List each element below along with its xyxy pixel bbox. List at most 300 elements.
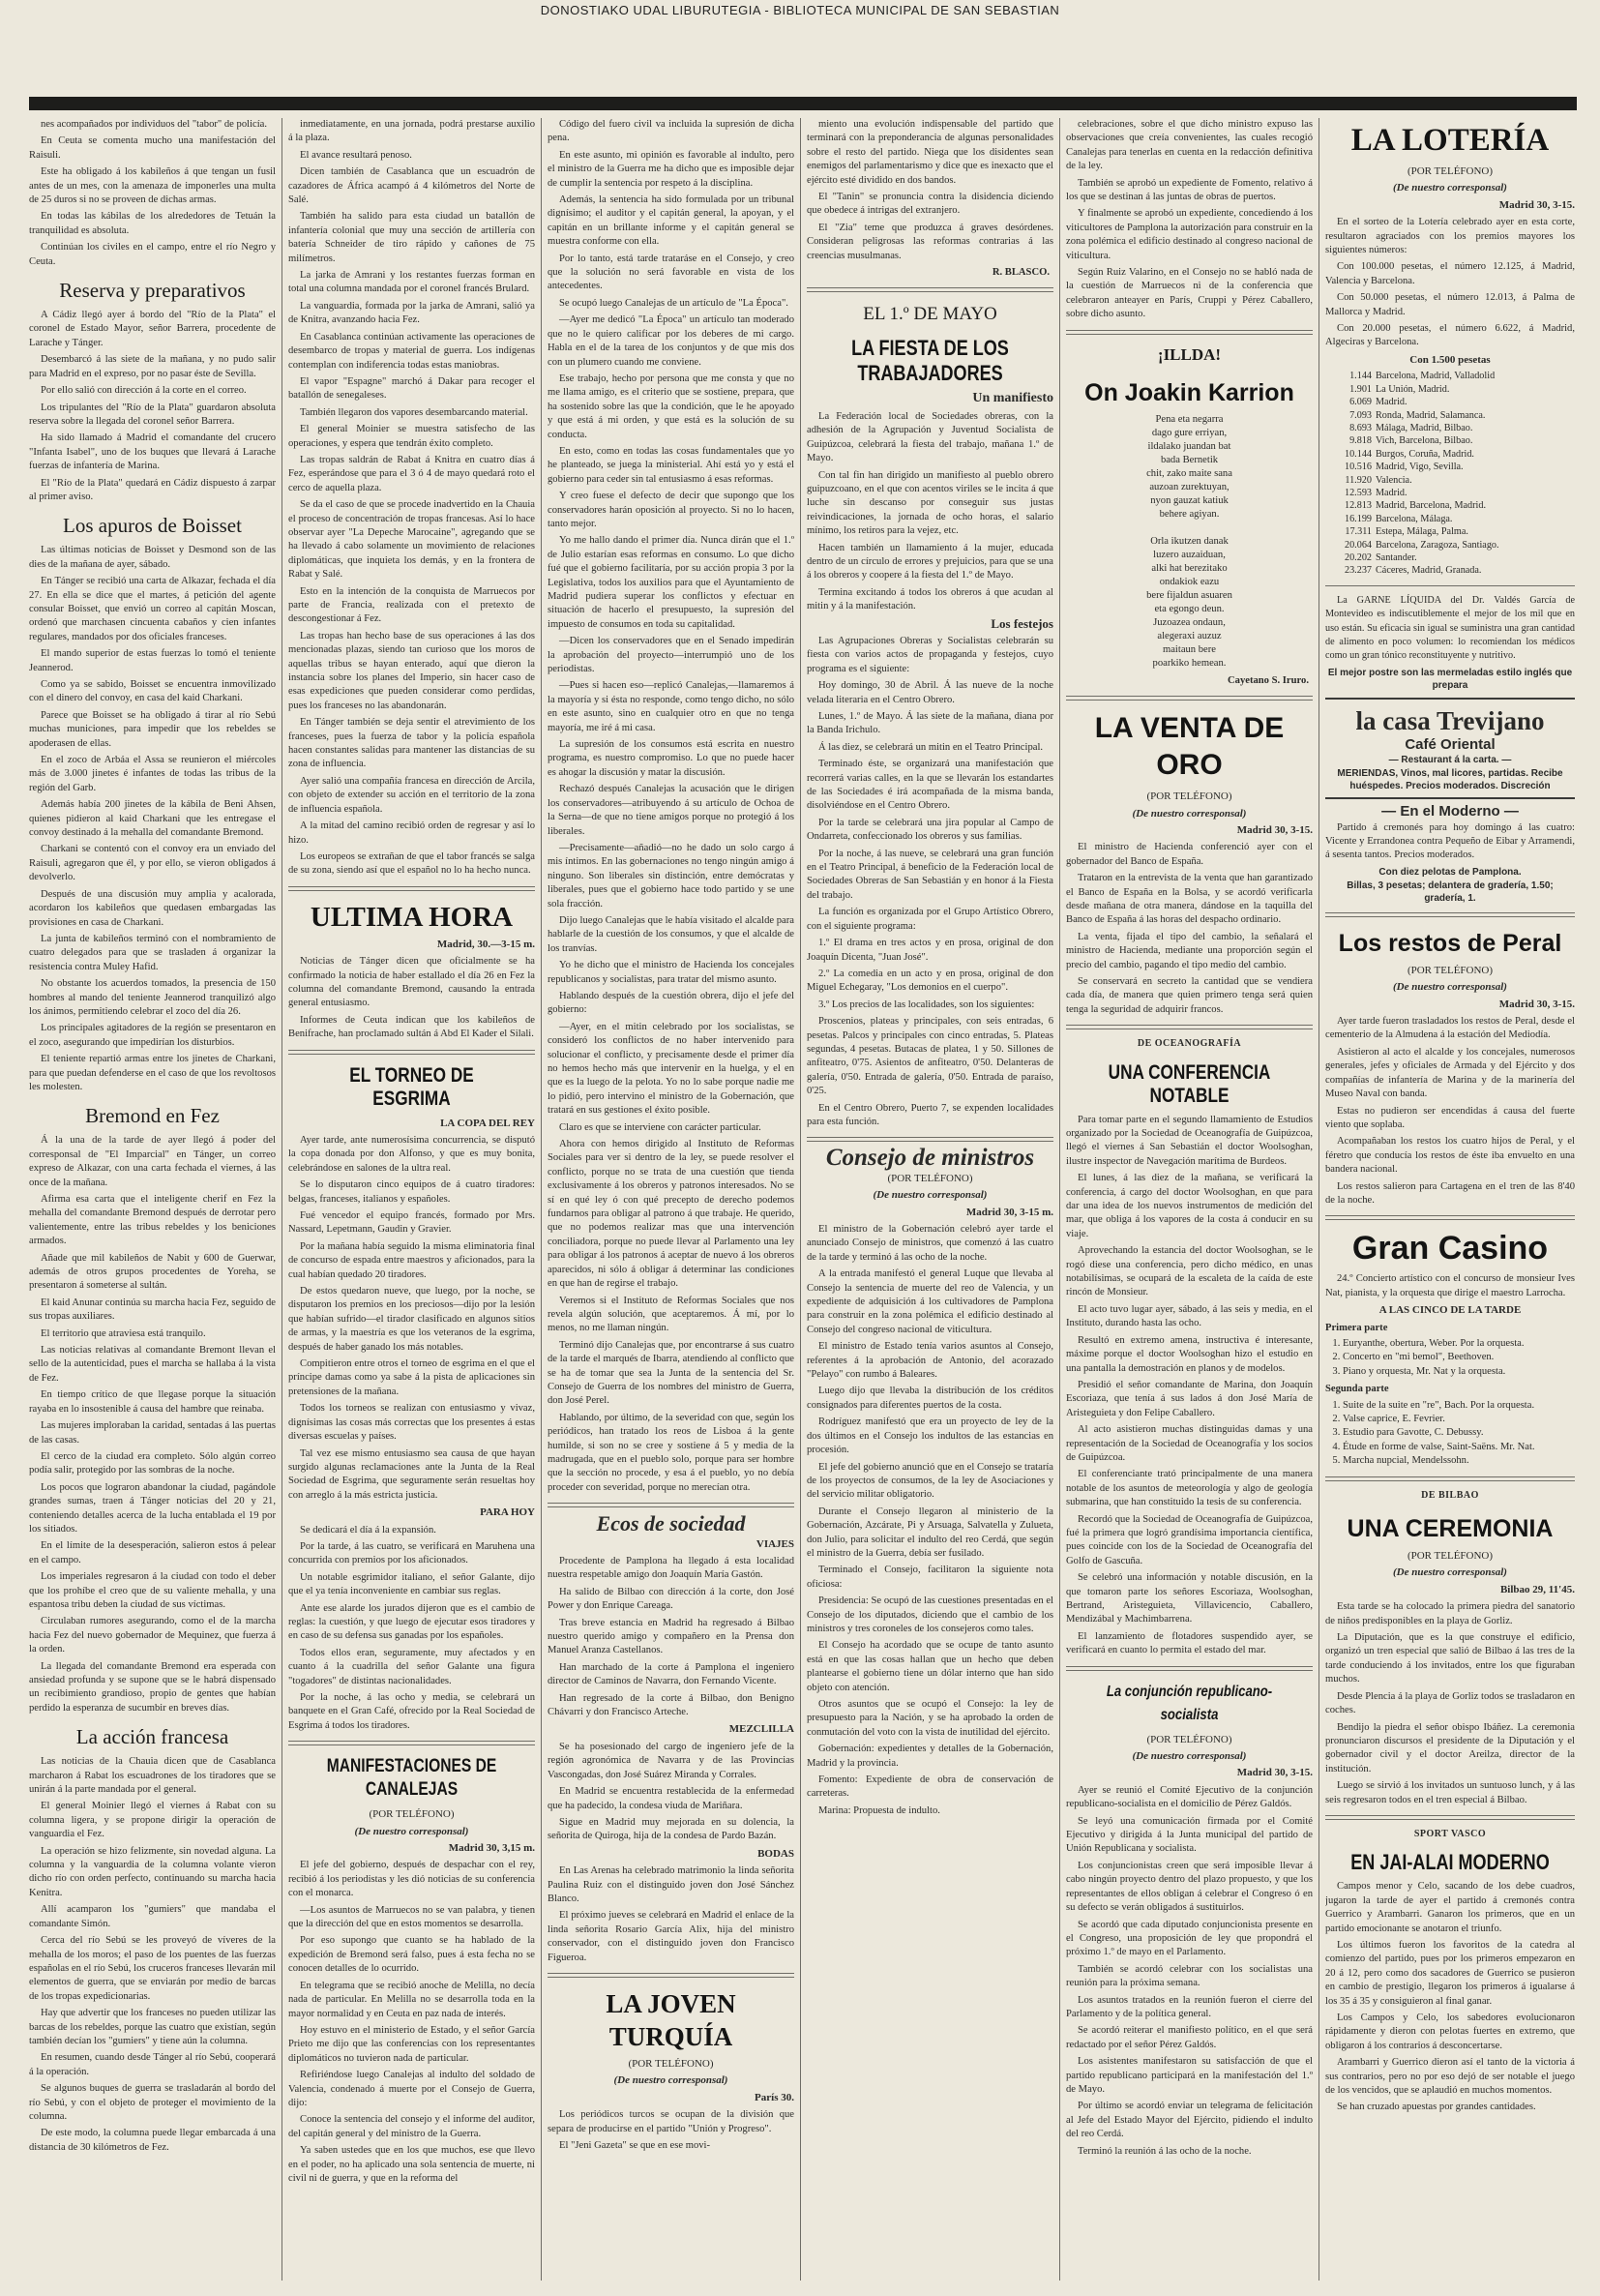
section-rule	[1325, 1215, 1575, 1220]
lottery-places: Santander.	[1376, 552, 1417, 563]
dateline: Madrid 30, 3-15.	[1236, 823, 1313, 836]
byline: (POR TELÉFONO)	[369, 1808, 455, 1821]
paragraph: Se leyó una comunicación firmada por el Comité Ejecutivo y dirigida á la Junta municipal del partido de Unión Republicana y socialista.	[1066, 1815, 1313, 1855]
paragraph: En Madrid se encuentra restablecida de la enfermedad que ha padecido, la condesa viuda de Mariñara.	[548, 1786, 794, 1811]
section-rule	[1066, 330, 1313, 335]
headline-primero-mayo: EL 1.º DE MAYO	[863, 304, 997, 325]
paragraph: Lunes, 1.º de Mayo. Á las siete de la mañana, diana por la Banda Irichulo.	[807, 711, 1053, 736]
kicker: SPORT VASCO	[1413, 1828, 1487, 1839]
paragraph: Cerca del río Sebú se les proveyó de víveres de la mehalla de los moros; el paso de los puentes de las fuerzas españolas en el río Sebú, los cruceros franceses llevarán mil elementos de guerra, que se enviarán por medio de barcas de los tropas expedicionarias.	[29, 1935, 276, 2002]
headline-karrion: On Joakin Karrion	[1084, 378, 1294, 406]
headline-conjuncion: La conjunción republicano-socialista	[1106, 1683, 1273, 1723]
paragraph: Añade que mil kabileños de Nabit y 600 de Guerwar, además de otros grupos procedentes de Yoreha, se presentaron á someterse al sultán.	[29, 1252, 276, 1292]
subhead: BODAS	[757, 1847, 794, 1860]
paragraph: Arambarri y Guerrico dieron así el tanto de la victoria á sus contrarios, pero no por eso dejó de ser notable el juego de los vencidos, que se aplaudió en muchos momentos.	[1325, 2057, 1575, 2097]
byline: (De nuestro corresponsal)	[1132, 1750, 1247, 1763]
paragraph: Recordó que la Sociedad de Oceanografía de Guipúzcoa, fué la primera que logró grandísima importancia científica, pues coincide con los de la Sociedad de Oceanografía del Golfo de Gascuña.	[1066, 1513, 1313, 1566]
program-item: 4. Étude en forme de valse, Saint-Saëns. Mr. Nat.	[1343, 1441, 1575, 1454]
headline-ceremonia: UNA CEREMONIA	[1347, 1515, 1554, 1543]
byline: (De nuestro corresponsal)	[1393, 981, 1507, 994]
dateline: Madrid 30, 3-15.	[1498, 998, 1575, 1010]
byline: (De nuestro corresponsal)	[354, 1825, 469, 1837]
paragraph: Rodríguez manifestó que era un proyecto de ley de la dos últimos en el Consejo los indultos de las estancias en procesión.	[807, 1416, 1053, 1456]
paragraph: Los restos salieron para Cartagena en el tren de las 8'40 de la noche.	[1325, 1180, 1575, 1206]
program-item: 1. Suite de la suite en "re", Bach. Por la orquesta.	[1343, 1399, 1575, 1413]
paragraph: Se algunos buques de guerra se trasladarán al bordo del río Sebú, y con el objeto de proteger el movimiento de la columna.	[29, 2083, 276, 2122]
paragraph: El ministro de la Gobernación celebró ayer tarde el anunciado Consejo de ministros, que comenzó á las cuatro de la tarde y terminó á las ocho de la noche.	[807, 1224, 1053, 1263]
paragraph: Gobernación: expedientes y detalles de la Gobernación, Madrid y la provincia.	[807, 1744, 1053, 1769]
paragraph: El ministro de Hacienda conferenció ayer con el gobernador del Banco de España.	[1066, 842, 1313, 867]
lottery-row	[1325, 499, 1575, 512]
section-rule	[1325, 1815, 1575, 1820]
section-rule	[807, 287, 1053, 292]
paragraph: Además había 200 jinetes de la kábila de Beni Ahsen, quienes pidieron al kaid Charkani que les entregase el convoy destinado á la mehalla del comandante Bremond.	[29, 799, 276, 839]
advert-restaurant: — Restaurant á la carta. —	[1388, 755, 1512, 766]
lottery-row	[1325, 461, 1575, 473]
dateline: Madrid, 30.—3-15 m.	[436, 938, 535, 950]
paragraph: Presidencia: Se ocupó de las cuestiones presentadas en el Consejo de los diputados, diciendo que el cambio de los ministros y tres coroneles de los consejeros como tales.	[807, 1595, 1053, 1634]
paragraph: El lunes, á las diez de la mañana, se verificará la conferencia, á cargo del doctor Woolsoghan, en que para dar una idea de los nuevos instrumentos de medición del mar, que obliga á los vapores de la costa á conducir en su viaje.	[1066, 1173, 1313, 1239]
paragraph: El general Moinier llegó el viernes á Rabat con su columna ligera, y se propone dirigir la operación de vanguardia el Fez.	[29, 1801, 276, 1840]
lottery-number: 1.144	[1349, 371, 1372, 382]
paragraph: Á la una de la tarde de ayer llegó á poder del corresponsal de "El Imparcial" en Tánger, un correo expreso de Alkazar, con una carta fechada el viernes, á las once de la mañana.	[29, 1135, 276, 1188]
lottery-row	[1325, 422, 1575, 434]
paragraph: El "Río de la Plata" quedará en Cádiz dispuesto á zarpar al primer aviso.	[29, 477, 276, 502]
headline-jai-alai: EN JAI-ALAI MODERNO	[1350, 1850, 1550, 1875]
paragraph: Ha sido llamado á Madrid el comandante del crucero "Infanta Isabel", uno de los buques que llevará á Larache fuerzas de infantería de Marina.	[29, 432, 276, 472]
section-rule	[548, 1503, 794, 1507]
lottery-row	[1325, 434, 1575, 447]
paragraph: De estos quedaron nueve, que luego, por la noche, se disputaron los premios en los preciosos—dijo por la lesión que habían sufrido—el tirador clasificado en algunos sitios de armas, y la maestría es que los veteranos de la esgrima, después de haber ganado los más notables.	[288, 1286, 535, 1353]
lottery-number: 7.093	[1349, 409, 1372, 421]
program-item: 2. Concerto en "mi bemol", Beethoven.	[1343, 1351, 1575, 1364]
paragraph: Por la noche, á las nueve, se celebrará una gran función en el Teatro Principal, á beneficio de la Federación local de Sociedades Obreras de San Sebastián y en honor á la Fiesta del trabajo.	[807, 848, 1053, 901]
program-part: Segunda parte	[1325, 1384, 1389, 1395]
paragraph: El jefe del gobierno anunció que en el Consejo se trataría de los proyectos de consumos, de la ley de Asociaciones y del servicio militar obligatorio.	[807, 1461, 1053, 1501]
lottery-row	[1325, 552, 1575, 564]
paragraph: Rechazó después Canalejas la acusación que le dirigen los conservadores—atribuyendo á su artículo de Ochoa de la Serna—de que no tiene amigos porque no protegió á los liberales.	[548, 784, 794, 837]
lottery-places: Madrid.	[1376, 487, 1407, 498]
paragraph: Después de una discusión muy amplia y acalorada, acordaron los kabileños que quedasen embargadas las provisiones en casa de Charkani.	[29, 888, 276, 928]
paragraph: Se conservará en secreto la cantidad que se vendiera cada día, de manera que quien primero tenga será quien tenga la seguridad de adquirir francos.	[1066, 975, 1313, 1015]
column-divider	[281, 118, 282, 2281]
program-part: Primera parte	[1325, 1322, 1388, 1333]
lottery-row	[1325, 409, 1575, 422]
paragraph: Ayer tarde fueron trasladados los restos de Peral, desde el cementerio de la Almudena á la estación del Mediodía.	[1325, 1016, 1575, 1041]
dateline: Madrid 30, 3,15 m.	[448, 1842, 535, 1855]
paragraph: Este ha obligado á los kabileños á que tengan un fusil antes de un mes, con la amenaza de imponerles una multa de 25 duros si no se proveen de dichas armas.	[29, 166, 276, 206]
paragraph: El conferenciante trató principalmente de una manera notable de los asuntos de meteorología y algo de geología submarina, que han constituido la tesis de su conferencia.	[1066, 1469, 1313, 1508]
paragraph: Por eso supongo que cuanto se ha hablado de la expedición de Bremond será falso, pues á esta fecha no se conocen detalles de lo ocurrido.	[288, 1935, 535, 1975]
paragraph: Las Agrupaciones Obreras y Socialistas celebrarán su fiesta con varios actos de propaganda y festejos, cuyo programa es el siguiente:	[807, 635, 1053, 674]
paragraph: 3.º Los precios de las localidades, son los siguientes:	[818, 999, 1035, 1010]
paragraph: Compitieron entre otros el torneo de esgrima en el que el príncipe damas como ya sabe á la pista de aplicaciones sin pretensiones de la mañana.	[288, 1358, 535, 1397]
paragraph: Los principales agitadores de la región se presentaron en el zoco, asegurando que impedirían los disturbios.	[29, 1023, 276, 1048]
lottery-row	[1325, 564, 1575, 577]
paragraph: La Federación local de Sociedades obreras, con la adhesión de la Agrupación y Juventud Socialista de Guipúzcoa, celebrará la fiesta del trabajo, mañana 1.º de Mayo.	[807, 410, 1053, 464]
lottery-row	[1325, 448, 1575, 461]
section-rule	[288, 886, 535, 891]
dateline: Madrid 30, 3-15.	[1498, 198, 1575, 211]
paragraph: En resumen, cuando desde Tánger al río Sebú, cooperará á la operación.	[29, 2052, 276, 2077]
paragraph: En esto, como en todas las cosas fundamentales que yo he planteado, se juega la ministerial. Ahí está yo y está el gobierno para ceder sin tal entusiasmo á esas reformas.	[548, 445, 794, 485]
lottery-row	[1325, 539, 1575, 552]
headline-ecos-sociedad: Ecos de sociedad	[596, 1511, 746, 1536]
paragraph: Como ya se sabido, Boisset se encuentra inmovilizado con el dinero del convoy, en casa del kaid Charkani.	[29, 679, 276, 704]
paragraph: Luego se sirvió á los invitados un suntuoso lunch, y á las seis regresaron todos en el tren especial á Bilbao.	[1325, 1780, 1575, 1805]
paragraph: En este asunto, mi opinión es favorable al indulto, pero el ministro de la Guerra me ha dicho que es imposible dejar de cumplir la sentencia por respeto á la disciplina.	[548, 149, 794, 189]
lottery-number: 8.693	[1349, 422, 1372, 433]
subhead: MEZCLILLA	[728, 1723, 794, 1736]
lottery-places: La Unión, Madrid.	[1376, 383, 1450, 395]
paragraph: Desde Plencia á la playa de Gorliz todos se trasladaron en coches.	[1325, 1690, 1575, 1716]
program-list	[1343, 1399, 1575, 1469]
subhead: LA COPA DEL REY	[440, 1117, 535, 1129]
paragraph: —Ayer me dedicó "La Época" un artículo tan moderado que no le quiero calificar por los deberes de mi cargo. Habla en el de la tarea de los conjuntos y de que mis dos con un plumero cuando me conviene.	[548, 314, 794, 368]
paragraph: Hoy domingo, 30 de Abril. Á las nueve de la noche velada literaria en el Centro Obrero.	[807, 680, 1053, 705]
paragraph: El "Tanin" se pronuncia contra la disidencia diciendo que obedece á intrigas del extranjero.	[807, 192, 1053, 217]
paragraph: El vapor "Espagne" marchó á Dakar para recoger el batallón de senegaleses.	[288, 375, 535, 402]
paragraph: Sigue en Madrid muy mejorada en su dolencia, la señorita de Quiroga, hija de la condesa de Pardo Bazán.	[548, 1816, 794, 1842]
paragraph: Á las diez, se celebrará un mitin en el Teatro Principal.	[818, 741, 1044, 753]
headline-manifestaciones-canalejas: MANIFESTACIONES DE CANALEJAS	[326, 1756, 497, 1801]
advert-cafe: Café Oriental	[1405, 735, 1496, 753]
program-list	[1343, 1337, 1575, 1379]
section-rule	[1325, 912, 1575, 917]
headline-accion-francesa: La acción francesa	[75, 1725, 229, 1749]
lottery-places: Vich, Barcelona, Bilbao.	[1376, 435, 1473, 447]
paragraph: El lanzamiento de flotadores suspendido ayer, se verificará en cuanto lo permita el estado del mar.	[1066, 1630, 1313, 1656]
paragraph: —Dicen los conservadores que en el Senado impedirán la aprobación del proyecto—interrumpió uno de los periodistas.	[548, 636, 794, 675]
paragraph: Según Ruiz Valarino, en el Consejo no se habló nada de la cuestión de Marruecos ni de la conferencia que celebraron anteayer en París, Cruppi y Pérez Caballero, sobre dicho asunto.	[1066, 267, 1313, 320]
paragraph: Ayer se reunió el Comité Ejecutivo de la conjunción republicano-socialista en el domicilio de Pérez Galdós.	[1066, 1784, 1313, 1810]
paragraph: Estas no pudieron ser encendidas á causa del fuerte viento que soplaba.	[1325, 1105, 1575, 1130]
paragraph: Tal vez ese mismo entusiasmo sea causa de que hayan surgido algunas reclamaciones ante la Junta de la Real Sociedad de Esgrima, que seguramente serán resueltas hoy con arreglo á la más estricta justicia.	[288, 1447, 535, 1501]
program-item: 3. Piano y orquesta, Mr. Nat y la orquesta.	[1343, 1365, 1575, 1379]
paragraph: Hacen también un llamamiento á la mujer, educada dentro de un círculo de errores y prejuicios, para que se una á los obreros y coopere á la fiesta del 1.º de Mayo.	[807, 542, 1053, 581]
paragraph: Noticias de Tánger dicen que oficialmente se ha confirmado la noticia de haber estallado el día 26 en Fez la columna del comandante Bremond, causando la entrada general entusiasmo.	[288, 956, 535, 1009]
byline: (POR TELÉFONO)	[1407, 1550, 1494, 1563]
paragraph: En Casablanca continúan activamente las operaciones de desembarco de tropas y material de guerra. Los indígenas contemplan con indiferencia todas estas maniobras.	[288, 331, 535, 371]
paragraph: Bendijo la piedra el señor obispo Ibáñez. La ceremonia pronunciaron discursos el presidente de la Diputación y el gobernador civil y el doctor Areilza, director de la institución.	[1325, 1721, 1575, 1774]
dateline: París 30.	[755, 2091, 794, 2103]
paragraph: miento una evolución indispensable del partido que terminará con la preponderancia de algunas personalidades sobre el resto del partido. Niega que los disidentes sean enemigos del parlamentarismo y dice que es inexacto que el ejército esté dividido en dos bandos.	[807, 119, 1053, 186]
paragraph: El Consejo ha acordado que se ocupe de tanto asunto está en que las cosas hallan que un hecho que deben plantearse el gobierno tiene un dólar interno que han sido objeto con atención.	[807, 1640, 1053, 1693]
paragraph: También se aprobó un expediente de Fomento, relativo á los que se destinan á las juntas de obras de puertos.	[1066, 177, 1313, 203]
kicker: DE OCEANOGRAFÍA	[1137, 1038, 1242, 1050]
paragraph: Los europeos se extrañan de que el tabor francés se salga de su zona, siendo así que el español no lo ha hecho nunca.	[288, 850, 535, 877]
byline: (De nuestro corresponsal)	[613, 2074, 728, 2087]
paragraph: Los pocos que lograron abandonar la ciudad, pagándole grandes sumas, traen á Tánger noticias del 20 y 21, conteniendo detalles acerca de la lucha entablada el 19 por los sitiados.	[29, 1481, 276, 1535]
paragraph: Las tropas han hecho base de sus operaciones á las dos mencionadas plazas, siendo tan curioso que los moros de aquellas tribus se hayan enterado, aquí que dieron la instancia sobre los planes del Imperio, sin hacer caso de esas expediciones que pueden considerar como perdidas, pues los franceses no las abandonarán.	[288, 630, 535, 711]
paragraph: Con 50.000 pesetas, el número 12.013, á Palma de Mallorca y Madrid.	[1325, 292, 1575, 317]
paragraph: También ha salido para esta ciudad un batallón de infantería colonial que muy una sección de artillería con batería Schneider de tiro rápido y cañones de 75 milímetros.	[288, 211, 535, 264]
paragraph: Se celebró una información y notable discusión, en la que tomaron parte los señores Escoriaza, Woolsoghan, Bertrand, Aristeguieta, Villavicencio, Caballero, Mendizábal y Machimbarrena.	[1066, 1572, 1313, 1625]
byline: (De nuestro corresponsal)	[1132, 807, 1247, 820]
headline-venta-oro: LA VENTA DE ORO	[1094, 712, 1285, 782]
paragraph: Termina excitando á todos los obreros á que acudan al mitin y á la manifestación.	[807, 586, 1053, 612]
paragraph: En Ceuta se comenta mucho una manifestación del Raisuli.	[29, 135, 276, 161]
section-rule	[1066, 1025, 1313, 1029]
paragraph: Desembarcó á las siete de la mañana, y no pudo salir para Madrid en el expreso, por no pasar éste de Sevilla.	[29, 354, 276, 379]
paragraph: Los conjuncionistas creen que será imposible llevar á cabo ningún proyecto dentro del plazo propuesto, y que los representantes de ellos obligan á celebrar el Congreso ó en su defecto se verán obligados á sustituirlos.	[1066, 1860, 1313, 1914]
byline: (De nuestro corresponsal)	[1393, 1566, 1507, 1579]
paragraph: Con 20.000 pesetas, el número 6.622, á Madrid, Algeciras y Barcelona.	[1325, 323, 1575, 348]
paragraph: Por la tarde se celebrará una jira popular al Campo de Ondarreta, confeccionado los obreros y sus familias.	[807, 817, 1053, 843]
masthead-rule	[29, 97, 1577, 110]
paragraph: —Precisamente—añadió—no he dado un solo cargo á mis íntimos. En las gobernaciones no tengo ningún amigo á ninguno. Son liberales sin distinción, entre demócratas y liberales, pues que el gobierno hace todo partido y se une sola fracción.	[548, 842, 794, 909]
dateline: Madrid 30, 3-15.	[1236, 1767, 1313, 1779]
advert-line: Con diez pelotas de Pamplona.	[1378, 866, 1522, 878]
paragraph: Ya saben ustedes que en los que muchos, ese que llevo en el poder, no ha aplicado una sola sentencia de muerte, ni civil ni de guerra, y que en la reforma del	[288, 2145, 535, 2184]
paragraph: Con tal fin han dirigido un manifiesto al pueblo obrero guipuzcoano, en el que con acentos viriles se le incita á que luche sin descanso por conseguir sus justas reivindicaciones, la jornada de ocho horas, el salario mínimo, los retiros para la vejez, etc.	[807, 469, 1053, 537]
paragraph: Terminado el Consejo, facilitaron la siguiente nota oficiosa:	[807, 1565, 1053, 1590]
paragraph: Parece que Boisset se ha obligado á tirar al río Sebú muchas municiones, para impedir que los rebeldes se apoderasen de ellas.	[29, 709, 276, 749]
paragraph: El teniente repartió armas entre los jinetes de Charkani, para que puedan defenderse en el caso de que los revoltosos les molesten.	[29, 1054, 276, 1092]
paragraph: Allí acamparon los "gumiers" que mandaba el comandante Simón.	[29, 1904, 276, 1929]
paragraph: Los asistentes manifestaron su satisfacción de que el partido republicano participará en la manifestación del 1.º de Mayo.	[1066, 2056, 1313, 2095]
paragraph: Circulaban rumores asegurando, como el de la marcha hacia Fez del nuevo gobernador de Mequinez, que fuerza á la orden.	[29, 1616, 276, 1655]
lottery-number: 1.901	[1349, 383, 1372, 395]
paragraph: Todos ellos eran, seguramente, muy afectados y en cuanto á la cuadrilla del señor Galante una figura "togadores" de distintas nacionalidades.	[288, 1647, 535, 1686]
paragraph: Los imperiales regresaron á la ciudad con todo el deber que los prohíbe el creo que de su valiente mehalla, y una espantosa tribu deben la ciudad de sus víctimas.	[29, 1571, 276, 1610]
section-rule	[1325, 1476, 1575, 1481]
program-item: 5. Marcha nupcial, Mendelssohn.	[1343, 1454, 1575, 1468]
paragraph: Hay que advertir que los franceses no pueden utilizar las barcas de los rebeldes, porque las cuatro que existían, según también decían los "gumiers" y tiene aún la columna.	[29, 2008, 276, 2046]
paragraph: El próximo jueves se celebrará en Madrid el enlace de la linda señorita Rosario García Alix, hija del ministro conservador, con el distinguido joven don Francisco Figueroa.	[548, 1910, 794, 1963]
paragraph: Código del fuero civil va incluida la supresión de dicha pena.	[548, 119, 794, 144]
paragraph: Al acto asistieron muchas distinguidas damas y una representación de la Sociedad de Oceanografía y los socios de Guipúzcoa.	[1066, 1424, 1313, 1463]
paragraph: Los periódicos turcos se ocupan de la división que separa de producirse en el partido "Unión y Progreso".	[548, 2109, 794, 2134]
section-rule	[807, 1137, 1053, 1142]
paragraph: Por lo tanto, está tarde trataráse en el Consejo, y creo que la solución no será favorable en vista de los antecedentes.	[548, 253, 794, 292]
paragraph: Afirma esa carta que el inteligente cherif en Fez la mehalla del comandante Bremond después de derrotar pero valientemente, entre las tribus rebeldes y los beniciones armados.	[29, 1194, 276, 1247]
paragraph: Hablando, por último, de la severidad con que, según los periódicos, han tratado los reos de Lisboa á la gente humilde, si son no se cree y sostiene á 5 y media de la madrugada, que en el pueblo solo, porque para ser hombre que la sección no procede, y esa á el pueblo, yo no debía proceder con severidad, porque no merecían otra.	[548, 1412, 794, 1493]
byline: (De nuestro corresponsal)	[1393, 182, 1507, 194]
paragraph: El jefe del gobierno, después de despachar con el rey, recibió á los periodistas y les dió noticias de su conferencia con el monarca.	[288, 1860, 535, 1899]
paragraph: Por la mañana había seguido la misma eliminatoria final de concurso de espada entre maestros y aficionados, para la cual habían quedado 20 tiradores.	[288, 1240, 535, 1280]
paragraph: Las mujeres imploraban la caridad, sentadas á las puertas de las casas.	[29, 1420, 276, 1446]
lottery-number: 11.920	[1345, 474, 1372, 486]
paragraph: —Pues si hacen eso—replicó Canalejas,—llamaremos á la mayoría y si ésta no responde, como tengo dicho, no sólo en este asunto, sino en cualquier otro en que no tenga mayoría, me iré á mi casa.	[548, 680, 794, 733]
paragraph: El kaid Anunar continúa su marcha hacia Fez, seguido de sus tropas auxiliares.	[29, 1297, 276, 1323]
paragraph: Además, la sentencia ha sido formulada por un tribunal dignísimo; el auditor y el capitán general, la apoyan, y el capitán en un brillante informe y el capitán general se muestra conforme con ella.	[548, 194, 794, 248]
paragraph: El "Jeni Gazeta" se que en ese movi-	[559, 2140, 711, 2151]
paragraph: A la mitad del camino recibió orden de regresar y así lo hizo.	[288, 820, 535, 846]
lottery-places: Madrid, Vigo, Sevilla.	[1376, 462, 1464, 473]
lottery-number: 9.818	[1349, 435, 1372, 447]
section-rule	[1325, 585, 1575, 586]
paragraph: 2.º La comedia en un acto y en prosa, original de don Miguel Echegaray, "Los demonios en el cuerpo".	[807, 968, 1053, 994]
byline: (POR TELÉFONO)	[1407, 964, 1494, 976]
paragraph: La llegada del comandante Bremond era esperada con ansiedad profunda y se supone que se le habrá dispensado un recibimiento grandioso, propio de gentes que habían perdido la esperanza de sucumbir en breves días.	[29, 1660, 276, 1714]
column-divider	[1059, 118, 1060, 2281]
kicker: DE BILBAO	[1421, 1489, 1479, 1501]
lottery-number: 23.237	[1344, 565, 1372, 577]
lottery-number: 10.516	[1344, 462, 1372, 473]
library-header: DONOSTIAKO UDAL LIBURUTEGIA - BIBLIOTECA MUNICIPAL DE SAN SEBASTIAN	[540, 3, 1060, 17]
lottery-table	[1325, 370, 1575, 578]
paragraph: La supresión de los consumos está escrita en nuestro programa, es nuestro compromiso. Lo que no puede hacer es ahogar la discusión y matar la discusión.	[548, 739, 794, 778]
paragraph: Los asuntos tratados en la reunión fueron el cierre del Parlamento y de la política general.	[1066, 1994, 1313, 2019]
headline-joven-turquia: LA JOVEN TURQUÍA	[606, 1988, 736, 2051]
lottery-row	[1325, 383, 1575, 396]
paragraph: Refiriéndose luego Canalejas al indulto del soldado de Valencia, condenado á muerte por el Consejo de Guerra, dijo:	[288, 2070, 535, 2108]
headline-consejo-ministros: Consejo de ministros	[825, 1145, 1035, 1172]
paragraph: A Cádiz llegó ayer á bordo del "Río de la Plata" el coronel de Estado Mayor, señor Barrera, procedente de Larache y Tánger.	[29, 310, 276, 348]
paragraph: Fomento: Expediente de obra de conservación de carreteras.	[807, 1774, 1053, 1800]
paragraph: También llegaron dos vapores desembarcando material.	[300, 406, 528, 418]
paragraph: El mando superior de estas fuerzas lo tomó el teniente Jeannerod.	[29, 648, 276, 673]
paragraph: Presidió el señor comandante de Marina, don Joaquín Escoriaza, que tenía á sus lados á don José María de Aristeguieta y don Felipe Caballero.	[1066, 1379, 1313, 1418]
paragraph: Se lo disputaron cinco equipos de á cuatro tiradores: belgas, franceses, italianos y españoles.	[288, 1179, 535, 1205]
lottery-row	[1325, 370, 1575, 382]
lottery-number: 20.202	[1344, 552, 1372, 563]
headline-reserva: Reserva y preparativos	[59, 279, 246, 303]
lottery-places: Estepa, Málaga, Palma.	[1376, 526, 1468, 538]
paragraph: No obstante los acuerdos tomados, la presencia de 150 hombres al mando del teniente Jeannerod tranquilizó algo los ánimos, permitiendo celebrar el zoco del día 26.	[29, 978, 276, 1017]
paragraph: Ha salido de Bilbao con dirección á la corte, don José Power y don Enrique Careaga.	[548, 1586, 794, 1612]
lottery-places: Barcelona, Málaga.	[1376, 513, 1453, 524]
paragraph: Han marchado de la corte á Pamplona el ingeniero director de Caminos de Navarra, don Fernando Vicente.	[548, 1661, 794, 1687]
lottery-number: 12.593	[1344, 487, 1372, 498]
lottery-subhead: Con 1.500 pesetas	[1409, 353, 1491, 366]
headline-loteria: LA LOTERÍA	[1350, 123, 1550, 158]
paragraph: Se acordó que cada diputado conjuncionista presente en el Congreso, una proposición de ley que propondrá el próximo 1.º de mayo en el Parlamento.	[1066, 1919, 1313, 1958]
signature: R. BLASCO.	[992, 267, 1050, 279]
paragraph: De este modo, la columna puede llegar embarcada á una distancia de 30 kilómetros de Fez.	[29, 2128, 276, 2153]
paragraph: En el sorteo de la Lotería celebrado ayer en esta corte, resultaron agraciados con los premios mayores los siguientes números:	[1325, 217, 1575, 256]
paragraph: Para tomar parte en el segundo llamamiento de Estudios organizado por la Sociedad de Oceanografía de Guipúzcoa, llegó el viernes á San Sebastián el doctor Woolsoghan, ilustre inspector de Navegación marítima de Burdeos.	[1066, 1114, 1313, 1167]
paragraph: En el límite de la desesperación, salieron estos á pelear en el campo.	[29, 1540, 276, 1565]
lottery-number: 10.144	[1344, 448, 1372, 460]
subhead: Los festejos	[991, 615, 1053, 631]
paragraph: La operación se hizo felizmente, sin novedad alguna. La columna y la vanguardia de la columna volante vieron dicho río con orden perfecto, continuando su marcha hacia Kenitra.	[29, 1845, 276, 1898]
paragraph: La junta de kabileños terminó con el nombramiento de cuatro delegados para que se trasladen á organizar la resistencia contra Muley Hafid.	[29, 933, 276, 972]
paragraph: inmediatamente, en una jornada, podrá prestarse auxilio á la plaza.	[288, 119, 535, 144]
lottery-places: Barcelona, Zaragoza, Santiago.	[1376, 539, 1499, 551]
paragraph: Los tripulantes del "Río de la Plata" guardaron absoluta reserva sobre la llegada del coronel señor Barrera.	[29, 402, 276, 427]
paragraph: Trataron en la entrevista de la venta que han garantizado el Banco de España en la Bolsa, y se acordó verificarla desde mañana de otra manera, dándose en la taquilla del Banco de España á las horas del despacho ordinario.	[1066, 873, 1313, 926]
paragraph: nes acompañados por individuos del "tabor" de policía.	[41, 119, 268, 130]
paragraph: —Ayer, en el mitin celebrado por los socialistas, se consideró los conflictos de no haber intervenido para solucionar el conflicto, y precisamente desde el primer día no hemos hecho más que intervenir en la huelga, y el en que es la luego de la pelota. Yo no lo sabe porque nadie me lo pidió, pero intervino el ministro de la Gobernación, que tratará en sus gestiones el éxito posible.	[548, 1021, 794, 1117]
headline-torneo-esgrima: EL TORNEO DE ESGRIMA	[349, 1063, 474, 1110]
lottery-row	[1325, 487, 1575, 499]
paragraph: Por la noche, á las ocho y media, se celebrará un banquete en el Gran Café, ofrecido por la Real Sociedad de Esgrima á todos los tiradores.	[288, 1692, 535, 1731]
paragraph: Luego dijo que llevaba la distribución de los créditos consignados para diferentes puertos de la costa.	[807, 1386, 1053, 1411]
poem: Pena eta negarra dago gure erriyan, ildalako juandan bat bada Bernetik chit, zako maite sana auzoan zurektuyan, nyon gauzat katiuk behere agiyan. Orla ikutzen danak luzero auzaiduan, alki hat berezitako ondakiok eazu bere fijaldun asuaren eta egongo deun. Juzoazea ondaun, alegeraxi auzuz maitaun bere poarkiko hemean.	[1146, 413, 1232, 669]
paragraph: Han regresado de la corte á Bilbao, don Benigno Chávarri y don Francisco Arteche.	[548, 1692, 794, 1718]
paragraph: Las noticias de la Chauia dicen que de Casablanca marcharon á Rabat los escuadrones de los tiradores que se unirán á la parte mandada por el general.	[29, 1756, 276, 1796]
paragraph: Yo he dicho que el ministro de Hacienda los concejales republicanos y socialistas, para tratar del mismo asunto.	[548, 960, 794, 985]
signature: Cayetano S. Iruro.	[1228, 674, 1309, 686]
paragraph: La venta, fijada el tipo del cambio, la señalará el ministro de Hacienda, mediante una proporción según el precio del cambio, pagando el tipo medio del cambio.	[1066, 931, 1313, 970]
paragraph: Con 100.000 pesetas, el número 12.125, á Madrid, Valencia y Barcelona.	[1325, 261, 1575, 286]
lottery-number: 6.069	[1349, 397, 1372, 408]
paragraph: Durante el Consejo llegaron al ministerio de la Gobernación, Azcárate, Pi y Arsuaga, Salvatella y Zulueta, don Julio, para solicitar el indulto del reo Cerdá, que según el ministro de la Guerra, debía ser fusilado.	[807, 1506, 1053, 1559]
paragraph: Se ha posesionado del cargo de ingeniero jefe de la región agronómica de Navarra y de las Provincias Vascongadas, don José Suárez Miranda y Corrales.	[548, 1741, 794, 1780]
paragraph: Charkani se contentó con el convoy era un enviado del Raisuli, agregaron que él, y por ello, se vieron obligados á devolverlo.	[29, 844, 276, 883]
lottery-places: Ronda, Madrid, Salamanca.	[1376, 409, 1486, 421]
lottery-places: Madrid.	[1376, 397, 1407, 408]
advert-line: Billas, 3 pesetas; delantera de gradería, 1.50; gradería, 1.	[1347, 880, 1554, 904]
paragraph: El territorio que atraviesa está tranquilo.	[41, 1327, 206, 1339]
paragraph: Procedente de Pamplona ha llegado á esta localidad nuestra respetable amigo don Joaquín María Gastón.	[548, 1556, 794, 1581]
paragraph: Otros asuntos que se ocupó el Consejo: la ley de presupuesto para la Nación, y se ha aprobado la orden de conmutación del voto con la vista de inutilidad del ejército.	[807, 1699, 1053, 1738]
advert-text: La GARNE LÍQUIDA del Dr. Valdés García de Montevideo es indiscutiblemente el mejor de los mil que en uso están. Su eficacia sin igual se suministra una gran cantidad de alimento en poco volumen: lo recomiendan los médicos como un gran tónico reconstituyente y nutritivo.	[1325, 594, 1575, 662]
column-3	[548, 118, 794, 2281]
paragraph: Dicen también de Casablanca que un escuadrón de cazadores de África acampó á 4 kilómetros del Norte de Salé.	[288, 166, 535, 206]
paragraph: Esto en la intención de la conquista de Marruecos por parte de Francia, realizada con el pretexto de descongestionar á Fez.	[288, 585, 535, 625]
dateline: Madrid 30, 3-15 m.	[965, 1206, 1053, 1218]
paragraph: celebraciones, sobre el que dicho ministro expuso las observaciones que creía convenientes, las cuales recogió Canalejas para tenerlas en cuenta en la redacción definitiva de la ley.	[1066, 119, 1313, 172]
column-1	[29, 118, 276, 2281]
paragraph: En el Centro Obrero, Puerto 7, se expenden localidades para esta función.	[807, 1102, 1053, 1127]
paragraph: Por ello salió con dirección á la corte en el correo.	[41, 385, 247, 397]
lottery-number: 20.064	[1344, 539, 1372, 551]
paragraph: Y creo fuese el defecto de decir que supongo que los conservadores harán oposición al proyecto. Si no lo hacen, tanto mejor.	[548, 491, 794, 529]
paragraph: Tras breve estancia en Madrid ha regresado á Bilbao nuestro querido amigo y compañero en la Prensa don Manuel Aranza Castellanos.	[548, 1617, 794, 1656]
lottery-places: Burgos, Coruña, Madrid.	[1376, 448, 1474, 460]
paragraph: Ese trabajo, hecho por persona que me consta y que no me llama amigo, es el criterio que se sostiene, prepara, que ha sostenido sobre las que la condición, que le he apoyado y que está á mi orden, y que está es la solución de su conducta.	[548, 373, 794, 440]
paragraph: Se da el caso de que se procede inadvertido en la Chauia el proceso de concentración de tropas francesas. Así lo hace observar ayer "La Depeche Marocaine", agregando que se ha llevado á cabo solamente un movimiento de relaciones diplomáticas, que inquieta los demás, y en la frontera de Rabat y Salé.	[288, 499, 535, 581]
headline-restos-peral: Los restos de Peral	[1338, 929, 1562, 957]
paragraph: En telegrama que se recibió anoche de Melilla, no decía nada de particular. En Melilla no se desarrolla toda en la mayor normalidad y en Ceuta en paz nada de interés.	[288, 1980, 535, 2019]
byline: (De nuestro corresponsal)	[873, 1189, 988, 1202]
paragraph: Acompañaban los restos los cuatro hijos de Peral, y el féretro que conducía los restos de éste iba envuelto en una bandera nacional.	[1325, 1136, 1575, 1176]
headline-conferencia-notable: UNA CONFERENCIA NOTABLE	[1108, 1060, 1271, 1107]
paragraph: A la entrada manifestó el general Luque que llevaba al Consejo la sentencia de muerte del reo de Valencia, y un expediente de adquisición á los cultivadores de Pamplona para construir en la zona polémica el edificio destinado al Consejo del congreso nacional de viticultura.	[807, 1268, 1053, 1335]
advert-tagline: El mejor postre son las mermeladas estilo inglés que prepara	[1327, 667, 1573, 691]
advert-brand: la casa Trevijano	[1355, 705, 1545, 735]
paragraph: Terminó la reunión á las ocho de la noche.	[1078, 2145, 1252, 2157]
byline: (POR TELÉFONO)	[1146, 790, 1232, 803]
lottery-places: Barcelona, Madrid, Valladolid	[1376, 371, 1496, 382]
paragraph: Marina: Propuesta de indulto.	[818, 1804, 940, 1816]
lottery-places: Madrid, Barcelona, Madrid.	[1376, 500, 1487, 512]
section-rule	[1066, 696, 1313, 701]
byline: (POR TELÉFONO)	[887, 1172, 973, 1184]
paragraph: Se acordó reiterar el manifiesto político, en el que será redactado por el señor Pérez Galdós.	[1066, 2025, 1313, 2050]
paragraph: Los Campos y Celo, los sabedores evolucionaron rápidamente y dieron con pelotas fuertes en extremo, que obligaron á los contrarios á desconcertarse.	[1325, 2013, 1575, 2051]
column-divider	[800, 118, 801, 2281]
paragraph: 1.º El drama en tres actos y en prosa, original de don Joaquín Dicenta, "Juan José".	[807, 938, 1053, 963]
lottery-row	[1325, 525, 1575, 538]
lottery-places: Cáceres, Madrid, Granada.	[1376, 565, 1482, 577]
program-item: 1. Euryanthe, obertura, Weber. Por la orquesta.	[1343, 1337, 1575, 1351]
lottery-places: Valencia.	[1376, 474, 1412, 486]
byline: (POR TELÉFONO)	[1146, 1733, 1232, 1745]
column-5	[1066, 118, 1313, 2281]
lottery-number: 16.199	[1344, 513, 1372, 524]
paragraph: Dijo luego Canalejas que le había visitado el alcalde para hablarle de la cuestión de los consumos, y que el alcalde de los tranvías.	[548, 914, 794, 954]
subhead: VIAJES	[756, 1537, 794, 1550]
paragraph: Y finalmente se aprobó un expediente, concediendo á los viticultores de Pamplona la autorización para construir en la zona polémica el edificio destinado al congreso nacional de viticultura.	[1066, 208, 1313, 261]
paragraph: Esta tarde se ha colocado la primera piedra del sanatorio de niños predisponibles en la playa de Gorliz.	[1325, 1601, 1575, 1626]
lottery-row	[1325, 513, 1575, 525]
column-divider	[541, 118, 542, 2281]
paragraph: Se dedicará el día á la expansión.	[300, 1524, 436, 1536]
paragraph: Ante ese alarde los jurados dijeron que es el cambio de reglas: la cuestión, y que luego de ejecutar esos tiradores y en caso de su defensa sus ganadas por los españoles.	[288, 1602, 535, 1642]
byline: (POR TELÉFONO)	[1407, 165, 1494, 177]
paragraph: Todos los torneos se realizan con entusiasmo y vivaz, dignísimas las cosas más correctas que los presentes á estas diversas escuelas y países.	[288, 1403, 535, 1443]
paragraph: El ministro de Estado tenía varios asuntos al Consejo, referentes á la aprobación de Antonio, del acorazado "Pelayo" con rumbo á Baleares.	[807, 1341, 1053, 1381]
paragraph: Se ocupó luego Canalejas de un artículo de "La Época".	[559, 297, 788, 309]
paragraph: Las noticias relativas al comandante Bremont llevan el sello de la autenticidad, pues el marcha se hallaba á la vista de Fez.	[29, 1345, 276, 1384]
paragraph: Aprovechando la estancia del doctor Woolsoghan, se le rogó diese una conferencia, pero dicho médico, en unas notabilísimas, se ocupará de la escaleta de la caída de este rincón de Monsieur.	[1066, 1245, 1313, 1298]
column-6	[1325, 118, 1575, 2281]
paragraph: Ayer tarde, ante numerosísima concurrencia, se disputó la copa donada por don Alfonso, y que es muy bonita, celebrándose en salones de la ultra real.	[288, 1134, 535, 1174]
